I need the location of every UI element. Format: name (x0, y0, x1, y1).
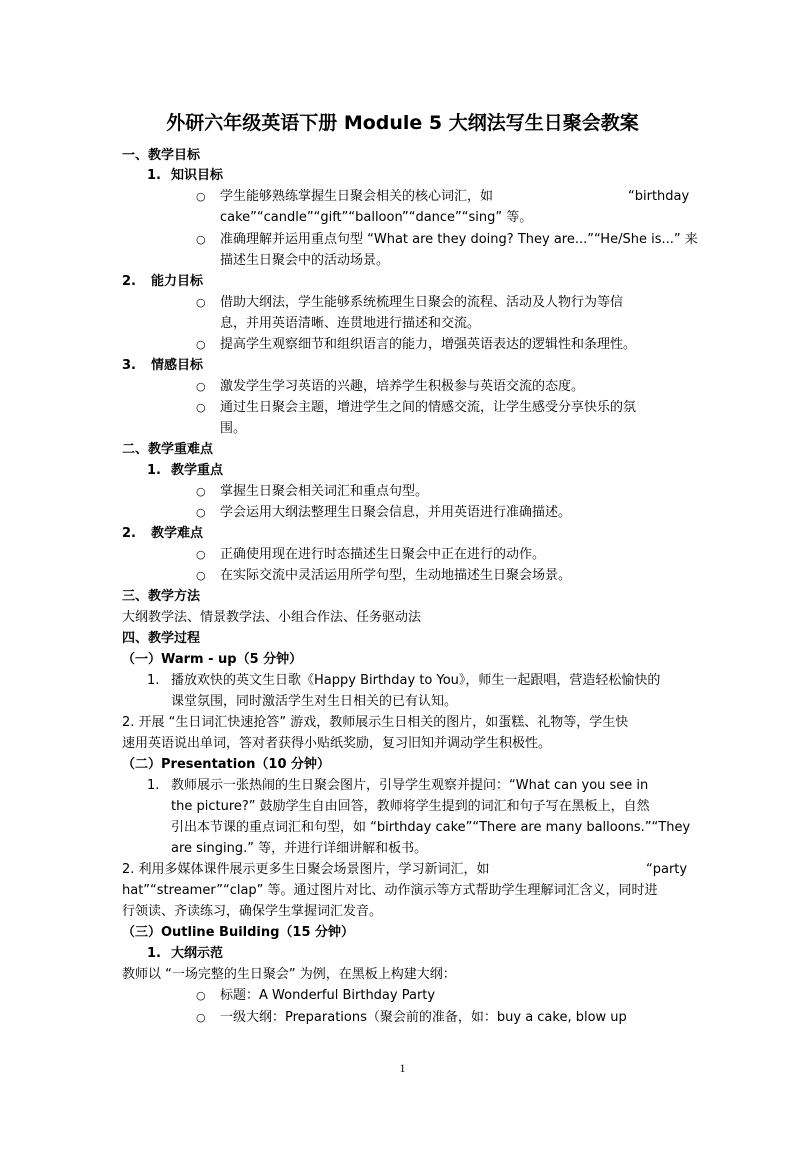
item-number: 1. (147, 778, 160, 793)
body-line: 激发学生学习英语的兴趣，培养学生积极参与英语交流的态度。 (220, 379, 585, 394)
phase-heading: （三）Outline Building（15 分钟） (122, 925, 355, 940)
subsection-label: 能力目标 (151, 274, 204, 289)
body-line: 课堂氛围，同时激活学生对生日相关的已有认知。 (171, 694, 458, 709)
body-line: hat”“streamer”“clap” 等。通过图片对比、动作演示等方式帮助学生理解词汇含义，同时进 (122, 883, 658, 898)
page-number: 1 (399, 1061, 406, 1075)
body-line: 引出本节课的重点词汇和句型，如 “birthday cake”“There are many balloons.”“They (171, 820, 691, 835)
bullet-icon: ○ (196, 233, 206, 246)
body-line: 描述生日聚会中的活动场景。 (220, 253, 390, 268)
body-line: 学生能够熟练掌握生日聚会相关的核心词汇，如 (220, 189, 494, 204)
document-title: 外研六年级英语下册 Module 5 大纲法写生日聚会教案 (166, 112, 639, 134)
body-line: 借助大纲法，学生能够系统梳理生日聚会的流程、活动及人物行为等信 (220, 295, 624, 310)
body-line: 大纲教学法、情景教学法、小组合作法、任务驱动法 (122, 610, 422, 625)
bullet-icon: ○ (196, 401, 206, 414)
body-line: 2. 开展 “生日词汇快速抢答” 游戏，教师展示生日相关的图片，如蛋糕、礼物等，学生快 (122, 715, 629, 730)
body-line: 教师展示一张热闹的生日聚会图片，引导学生观察并提问：“What can you see in (171, 778, 649, 793)
body-line: 通过生日聚会主题，增进学生之间的情感交流，让学生感受分享快乐的氛 (220, 400, 637, 415)
bullet-icon: ○ (196, 485, 206, 498)
body-line: 学会运用大纲法整理生日聚会信息，并用英语进行准确描述。 (220, 505, 572, 520)
body-line: the picture?” 鼓励学生自由回答，教师将学生提到的词汇和句子写在黑板上，自然 (171, 799, 650, 814)
body-line: 在实际交流中灵活运用所学句型，生动地描述生日聚会场景。 (220, 568, 572, 583)
body-line: “birthday (628, 189, 690, 204)
body-line: 围。 (220, 421, 247, 436)
bullet-icon: ○ (196, 506, 206, 519)
bullet-icon: ○ (196, 569, 206, 582)
body-line: cake”“candle”“gift”“balloon”“dance”“sing” 等。 (220, 210, 533, 225)
bullet-icon: ○ (196, 296, 206, 309)
body-line: 标题：A Wonderful Birthday Party (220, 988, 436, 1003)
subsection-number: 1. (147, 946, 161, 961)
body-line: 准确理解并运用重点句型 “What are they doing? They are...”“He/She is...” 来 (220, 232, 698, 247)
subsection-label: 知识目标 (171, 168, 224, 183)
bullet-icon: ○ (196, 548, 206, 561)
body-line: 2. 利用多媒体课件展示更多生日聚会场景图片，学习新词汇，如 (122, 862, 490, 877)
subsection-number: 1. (147, 168, 161, 183)
bullet-icon: ○ (196, 338, 206, 351)
body-line: 速用英语说出单词，答对者获得小贴纸奖励，复习旧知并调动学生积极性。 (122, 736, 552, 751)
section-heading: 二、教学重难点 (122, 442, 214, 457)
phase-heading: （一）Warm - up（5 分钟） (122, 652, 303, 667)
subsection-label: 教学重点 (171, 463, 224, 478)
item-number: 1. (147, 673, 160, 688)
body-line: 行领读、齐读练习，确保学生掌握词汇发音。 (122, 904, 383, 919)
subsection-label: 教学难点 (151, 526, 204, 541)
subsection-label: 情感目标 (151, 358, 204, 373)
section-heading: 四、教学过程 (122, 631, 201, 646)
section-heading: 一、教学目标 (122, 148, 201, 163)
subsection-number: 2. (122, 526, 136, 541)
subsection-number: 2. (122, 274, 136, 289)
body-line: 息，并用英语清晰、连贯地进行描述和交流。 (220, 316, 481, 331)
body-line: 一级大纲：Preparations（聚会前的准备，如：buy a cake, blow up (220, 1010, 627, 1025)
body-line: “party (646, 862, 688, 877)
section-heading: 三、教学方法 (122, 589, 201, 604)
subsection-label: 大纲示范 (171, 946, 224, 961)
body-line: 掌握生日聚会相关词汇和重点句型。 (220, 484, 429, 499)
bullet-icon: ○ (196, 989, 206, 1002)
body-line: 正确使用现在进行时态描述生日聚会中正在进行的动作。 (220, 547, 546, 562)
bullet-icon: ○ (196, 380, 206, 393)
subsection-number: 1. (147, 463, 161, 478)
phase-heading: （二）Presentation（10 分钟） (122, 757, 331, 772)
body-line: 提高学生观察细节和组织语言的能力，增强英语表达的逻辑性和条理性。 (220, 337, 637, 352)
bullet-icon: ○ (196, 1011, 206, 1024)
body-line: are singing.” 等，并进行详细讲解和板书。 (171, 841, 428, 856)
body-line: 播放欢快的英文生日歌《Happy Birthday to You》，师生一起跟唱，营造轻松愉快的 (171, 673, 661, 688)
subsection-number: 3. (122, 358, 136, 373)
bullet-icon: ○ (196, 190, 206, 203)
body-line: 教师以 “一场完整的生日聚会” 为例，在黑板上构建大纲： (122, 967, 456, 982)
